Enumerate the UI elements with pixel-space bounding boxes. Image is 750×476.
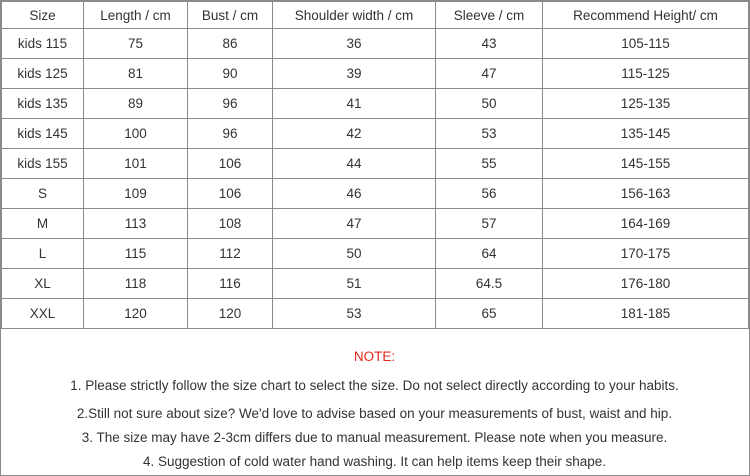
table-row <box>2 119 749 149</box>
cell-bust: 120 <box>188 299 273 329</box>
note-title: NOTE: <box>353 349 396 364</box>
cell-length: 115 <box>84 239 188 269</box>
cell-bust: 90 <box>188 59 273 89</box>
cell-bust: 96 <box>188 89 273 119</box>
cell-bust: 108 <box>188 209 273 239</box>
table-row <box>2 29 749 59</box>
cell-bust: 106 <box>188 179 273 209</box>
header-row <box>2 2 749 29</box>
header-size: Size <box>2 2 84 29</box>
cell-sleeve: 47 <box>436 59 543 89</box>
cell-recommend-height: 181-185 <box>543 299 749 329</box>
cell-shoulder-width: 46 <box>273 179 436 209</box>
cell-length: 118 <box>84 269 188 299</box>
cell-length: 89 <box>84 89 188 119</box>
cell-length: 75 <box>84 29 188 59</box>
cell-recommend-height: 105-115 <box>543 29 749 59</box>
cell-shoulder-width: 47 <box>273 209 436 239</box>
table-row <box>2 149 749 179</box>
cell-shoulder-width: 41 <box>273 89 436 119</box>
cell-sleeve: 64 <box>436 239 543 269</box>
table-row <box>2 239 749 269</box>
cell-size: L <box>2 239 84 269</box>
cell-size: XL <box>2 269 84 299</box>
table-row <box>2 59 749 89</box>
notes-section <box>1 344 748 475</box>
cell-bust: 86 <box>188 29 273 59</box>
header-sleeve: Sleeve / cm <box>436 2 543 29</box>
cell-recommend-height: 115-125 <box>543 59 749 89</box>
cell-shoulder-width: 42 <box>273 119 436 149</box>
cell-recommend-height: 176-180 <box>543 269 749 299</box>
cell-recommend-height: 170-175 <box>543 239 749 269</box>
cell-size: kids 115 <box>2 29 84 59</box>
cell-shoulder-width: 51 <box>273 269 436 299</box>
cell-recommend-height: 125-135 <box>543 89 749 119</box>
header-recommend-height: Recommend Height/ cm <box>543 2 749 29</box>
cell-recommend-height: 145-155 <box>543 149 749 179</box>
cell-length: 109 <box>84 179 188 209</box>
cell-shoulder-width: 50 <box>273 239 436 269</box>
cell-sleeve: 55 <box>436 149 543 179</box>
cell-size: kids 125 <box>2 59 84 89</box>
header-shoulder-width: Shoulder width / cm <box>273 2 436 29</box>
cell-bust: 116 <box>188 269 273 299</box>
cell-size: M <box>2 209 84 239</box>
header-length: Length / cm <box>84 2 188 29</box>
cell-sleeve: 64.5 <box>436 269 543 299</box>
cell-sleeve: 43 <box>436 29 543 59</box>
table-row <box>2 269 749 299</box>
cell-bust: 106 <box>188 149 273 179</box>
cell-shoulder-width: 44 <box>273 149 436 179</box>
cell-recommend-height: 135-145 <box>543 119 749 149</box>
cell-shoulder-width: 53 <box>273 299 436 329</box>
cell-bust: 96 <box>188 119 273 149</box>
cell-length: 100 <box>84 119 188 149</box>
note-item: 2.Still not sure about size? We'd love to advise based on your measurements of bust, waist and hip. <box>76 406 673 421</box>
cell-sleeve: 50 <box>436 89 543 119</box>
table-row <box>2 209 749 239</box>
cell-size: kids 145 <box>2 119 84 149</box>
cell-length: 81 <box>84 59 188 89</box>
cell-size: S <box>2 179 84 209</box>
cell-size: kids 135 <box>2 89 84 119</box>
table-row <box>2 179 749 209</box>
cell-size: XXL <box>2 299 84 329</box>
cell-sleeve: 53 <box>436 119 543 149</box>
cell-length: 120 <box>84 299 188 329</box>
note-item: 3. The size may have 2-3cm differs due to manual measurement. Please note when you measure. <box>81 430 668 445</box>
cell-length: 101 <box>84 149 188 179</box>
note-item: 1. Please strictly follow the size chart to select the size. Do not select directly according to your habits. <box>70 378 679 393</box>
note-item: 4. Suggestion of cold water hand washing. It can help items keep their shape. <box>142 454 607 469</box>
header-bust: Bust / cm <box>188 2 273 29</box>
cell-sleeve: 57 <box>436 209 543 239</box>
cell-bust: 112 <box>188 239 273 269</box>
size-chart-table <box>1 1 749 329</box>
cell-shoulder-width: 36 <box>273 29 436 59</box>
table-row <box>2 89 749 119</box>
cell-sleeve: 65 <box>436 299 543 329</box>
cell-length: 113 <box>84 209 188 239</box>
cell-sleeve: 56 <box>436 179 543 209</box>
table-row <box>2 299 749 329</box>
cell-shoulder-width: 39 <box>273 59 436 89</box>
cell-recommend-height: 156-163 <box>543 179 749 209</box>
cell-recommend-height: 164-169 <box>543 209 749 239</box>
cell-size: kids 155 <box>2 149 84 179</box>
